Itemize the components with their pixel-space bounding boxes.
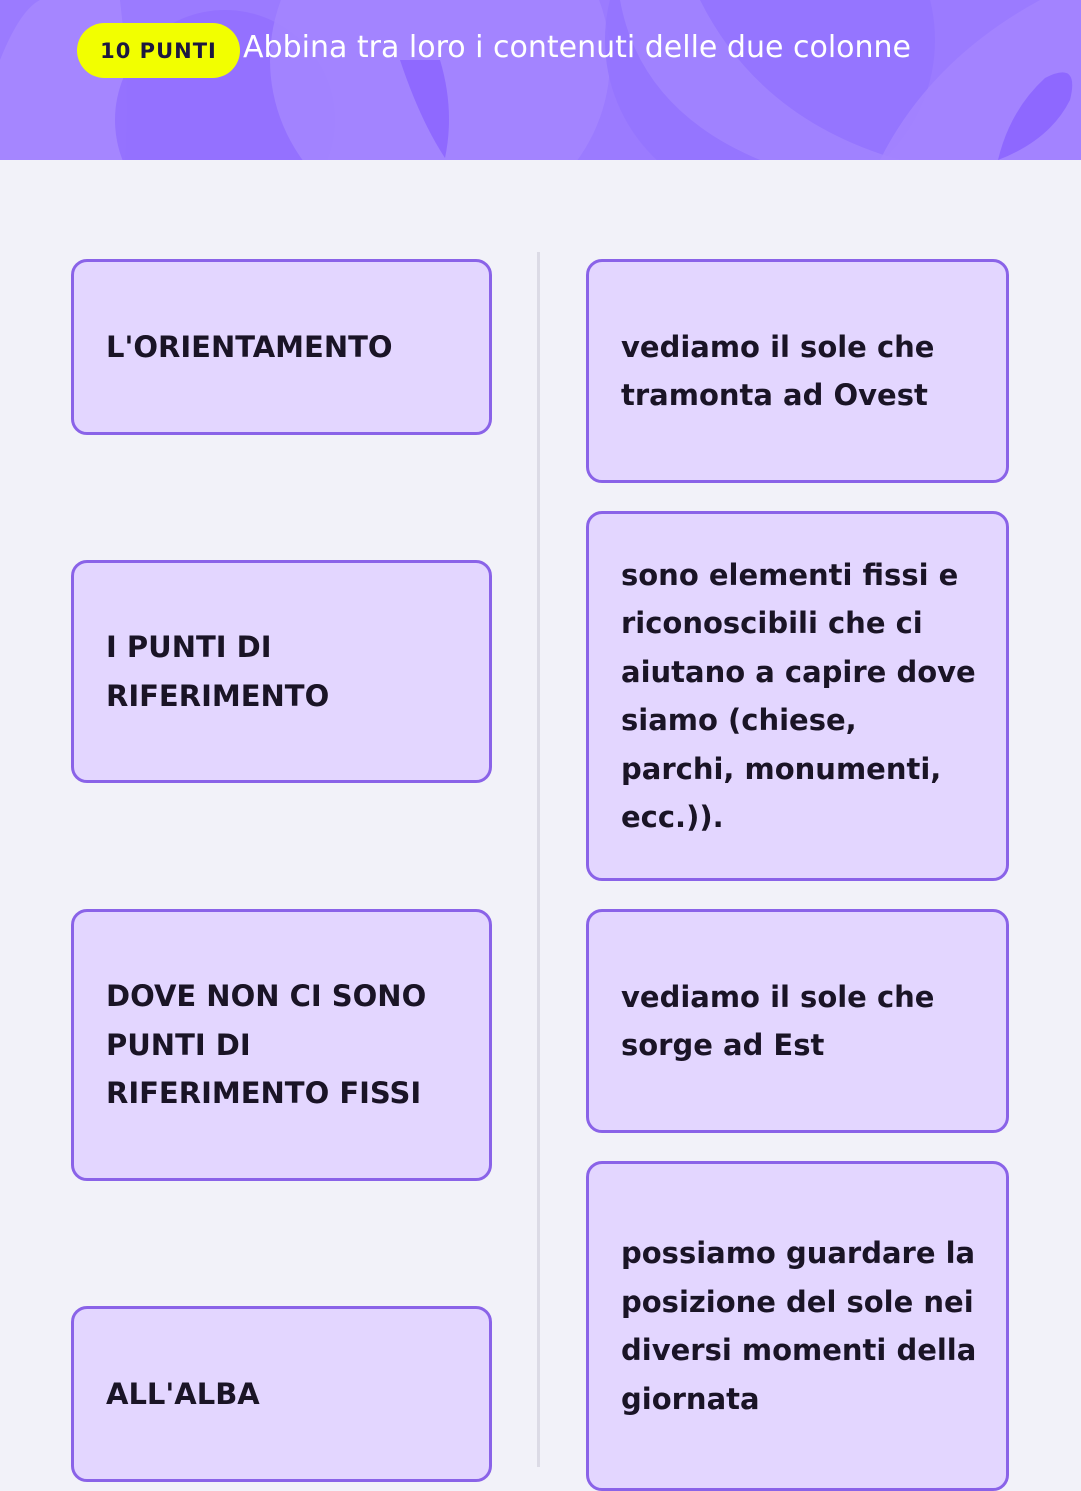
left-card-alba[interactable] (71, 1306, 492, 1482)
right-card-tramonta-ovest[interactable] (586, 259, 1009, 483)
left-card-label: I PUNTI DI RIFERIMENTO (106, 630, 330, 713)
right-card-label: vediamo il sole che tramonta ad Ovest (621, 329, 935, 412)
left-card-label: L'ORIENTAMENTO (106, 329, 393, 364)
right-card-elementi-fissi[interactable] (586, 511, 1009, 881)
left-card-dove-non-ci-sono[interactable] (71, 909, 492, 1181)
left-card-label: DOVE NON CI SONO PUNTI DI RIFERIMENTO FISSI (106, 979, 427, 1111)
left-card-label: ALL'ALBA (106, 1376, 260, 1411)
points-badge: 10 PUNTI (77, 23, 240, 78)
header-banner (0, 0, 1081, 160)
left-card-orientamento[interactable] (71, 259, 492, 435)
right-card-label: sono elementi fissi e riconoscibili che ci aiutano a capire dove siamo (chiese, parchi, monumenti, ecc.)). (621, 557, 976, 834)
right-card-posizione-sole[interactable] (586, 1161, 1009, 1491)
right-card-label: vediamo il sole che sorge ad Est (621, 979, 935, 1062)
right-card-label: possiamo guardare la posizione del sole nei diversi momenti della giornata (621, 1236, 977, 1416)
column-divider (537, 252, 540, 1467)
left-card-punti-riferimento[interactable] (71, 560, 492, 783)
instruction-text: Abbina tra loro i contenuti delle due colonne (243, 30, 911, 65)
right-card-sorge-est[interactable] (586, 909, 1009, 1133)
